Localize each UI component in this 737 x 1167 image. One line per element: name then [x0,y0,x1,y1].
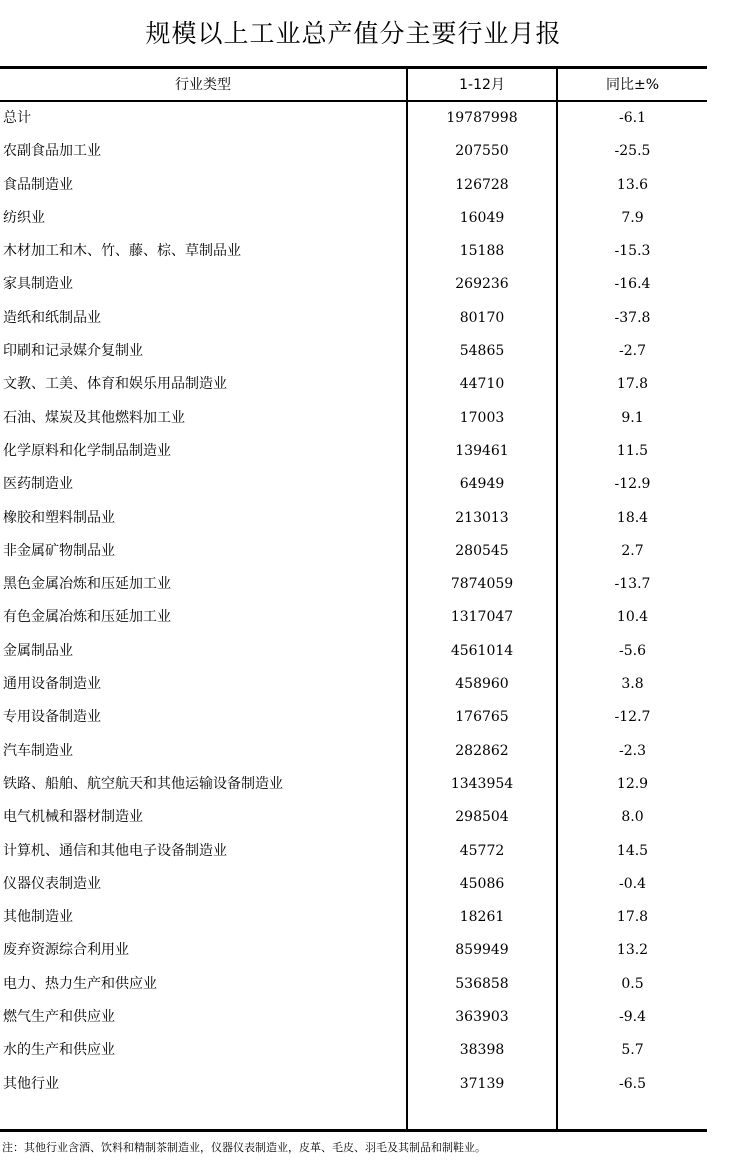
industry-name: 木材加工和木、竹、藤、棕、草制品业 [3,243,241,260]
yoy-change: -2.3 [619,742,646,759]
report-title: 规模以上工业总产值分主要行业月报 [145,19,562,48]
industry-name: 造纸和纸制品业 [3,309,101,326]
yoy-change: 10.4 [616,609,649,626]
industry-name: 非金属矿物制品业 [3,542,115,559]
table-row [0,601,707,634]
table-row [0,568,707,601]
table-row [0,435,707,468]
industry-name: 废弃资源综合利用业 [3,942,129,959]
output-value: 18261 [459,909,505,926]
yoy-change: 17.8 [616,909,649,926]
table-row [0,701,707,734]
yoy-change: -6.5 [619,1075,646,1092]
industry-name: 总计 [3,110,31,126]
yoy-change: -13.7 [614,576,651,593]
output-value: 19787998 [446,110,518,126]
table-row [0,202,707,235]
yoy-change: -15.3 [614,243,651,260]
output-value: 45772 [459,842,505,859]
table-row [0,268,707,301]
table-row [0,735,707,768]
output-value: 269236 [455,276,509,293]
industry-name: 印刷和记录媒介复制业 [3,343,143,360]
table-row [0,868,707,901]
industry-name: 其他行业 [3,1075,59,1092]
table-row [0,535,707,568]
output-value: 15188 [459,243,505,260]
industry-name: 石油、煤炭及其他燃料加工业 [3,409,185,426]
industry-name: 计算机、通信和其他电子设备制造业 [3,842,227,859]
output-value: 38398 [459,1042,505,1059]
industry-name: 金属制品业 [3,642,73,659]
output-value: 213013 [455,509,509,526]
output-value: 37139 [459,1075,505,1092]
table-row [0,235,707,268]
table-row [0,468,707,501]
output-value: 363903 [455,1009,509,1026]
table-row [0,801,707,834]
table-row [0,901,707,934]
industry-name: 汽车制造业 [3,742,73,759]
industry-name: 家具制造业 [3,276,73,293]
header-industry-type: 行业类型 [175,77,231,93]
output-value: 536858 [455,975,509,992]
yoy-change: 13.2 [616,942,649,959]
table-row [0,768,707,801]
table-row [0,668,707,701]
yoy-change: 3.8 [621,676,644,693]
output-value: 16049 [459,209,505,226]
table-row [0,1068,707,1101]
table-row [0,1001,707,1034]
yoy-change: 8.0 [621,809,644,826]
industry-name: 水的生产和供应业 [3,1042,115,1059]
table-row [0,502,707,535]
output-value: 280545 [455,542,509,559]
yoy-change: -0.4 [619,875,646,892]
industry-name: 黑色金属冶炼和压延加工业 [3,576,171,593]
yoy-change: 12.9 [616,775,649,792]
table-row [0,934,707,967]
output-value: 4561014 [450,642,514,659]
yoy-change: -2.7 [619,343,646,360]
header-yoy-change: 同比±% [605,77,660,93]
yoy-change: 17.8 [616,376,649,393]
table-row [0,302,707,335]
industry-name: 其他制造业 [3,909,73,926]
table-row [0,835,707,868]
industry-name: 橡胶和塑料制品业 [3,509,115,526]
output-value: 458960 [455,676,509,693]
industry-name: 通用设备制造业 [3,676,101,693]
yoy-change: 11.5 [616,442,649,459]
header-period: 1-12月 [459,77,505,93]
output-value: 176765 [455,709,509,726]
output-value: 64949 [459,476,505,493]
yoy-change: -12.9 [614,476,651,493]
industry-name: 文教、工美、体育和娱乐用品制造业 [3,376,227,393]
output-value: 17003 [459,409,505,426]
industry-name: 燃气生产和供应业 [3,1009,115,1026]
footnote: 注：其他行业含酒、饮料和精制茶制造业，仪器仪表制造业，皮革、毛皮、羽毛及其制品和制鞋业。 [2,1141,486,1154]
output-value: 139461 [455,442,509,459]
table-row [0,335,707,368]
output-value: 80170 [459,309,505,326]
output-value: 45086 [459,875,505,892]
table-header [0,69,707,102]
yoy-change: -16.4 [614,276,651,293]
output-value: 44710 [459,376,505,393]
industry-name: 食品制造业 [3,176,73,193]
industry-name: 化学原料和化学制品制造业 [3,442,171,459]
yoy-change: 13.6 [616,176,649,193]
industry-name: 仪器仪表制造业 [3,875,101,892]
output-value: 282862 [455,742,509,759]
table-row [0,102,707,135]
output-value: 859949 [455,942,509,959]
output-value: 1317047 [450,609,514,626]
yoy-change: -12.7 [614,709,651,726]
yoy-change: 2.7 [621,542,644,559]
industry-name: 专用设备制造业 [3,709,101,726]
industry-name: 电力、热力生产和供应业 [3,975,157,992]
table-row [0,635,707,668]
industry-output-table [0,66,707,1132]
output-value: 207550 [455,143,509,160]
yoy-change: 14.5 [616,842,649,859]
output-value: 298504 [455,809,509,826]
table-body [0,102,707,1101]
table-row [0,402,707,435]
table-row [0,368,707,401]
industry-name: 农副食品加工业 [3,143,101,160]
yoy-change: 5.7 [621,1042,644,1059]
output-value: 7874059 [450,576,514,593]
industry-name: 有色金属冶炼和压延加工业 [3,609,171,626]
yoy-change: -5.6 [619,642,646,659]
industry-name: 医药制造业 [3,476,73,493]
industry-name: 纺织业 [3,209,45,226]
yoy-change: 7.9 [621,209,644,226]
yoy-change: -37.8 [614,309,651,326]
industry-name: 电气机械和器材制造业 [3,809,143,826]
yoy-change: 9.1 [621,409,644,426]
output-value: 54865 [459,343,505,360]
table-row [0,169,707,202]
table-row [0,968,707,1001]
table-row [0,1034,707,1067]
table-row [0,135,707,168]
yoy-change: -25.5 [614,143,651,160]
yoy-change: 0.5 [621,975,644,992]
yoy-change: 18.4 [616,509,649,526]
industry-name: 铁路、船舶、航空航天和其他运输设备制造业 [3,775,283,792]
output-value: 126728 [455,176,509,193]
yoy-change: -9.4 [619,1009,646,1026]
output-value: 1343954 [450,775,514,792]
yoy-change: -6.1 [619,110,646,126]
